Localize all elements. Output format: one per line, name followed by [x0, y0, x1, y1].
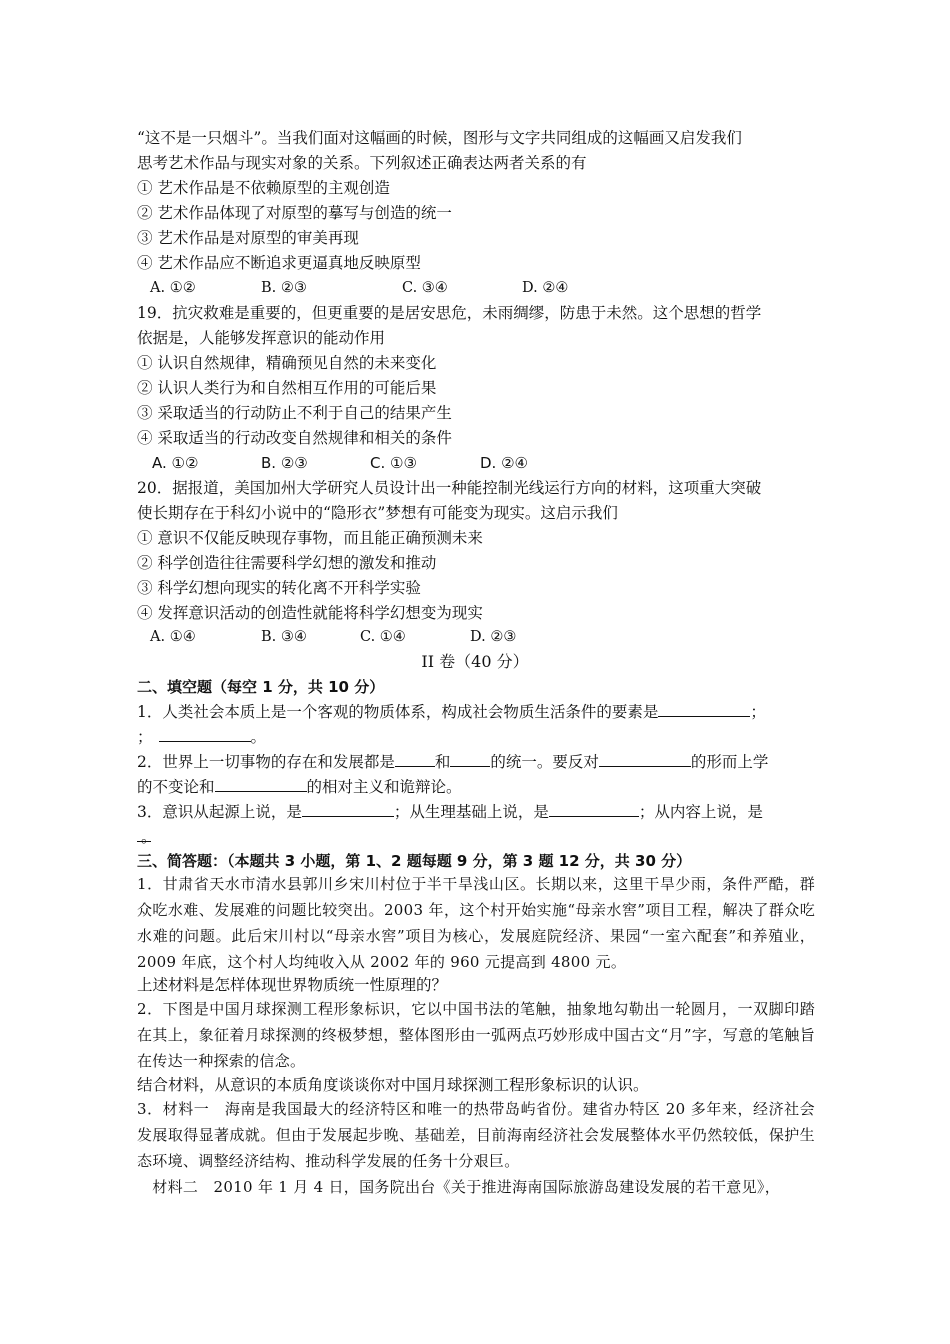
q20-item-4: ④ 发挥意识活动的创造性就能将科学幻想变为现实 — [137, 604, 483, 622]
q18-option-b: B. ②③ — [261, 280, 307, 296]
short-question-2: 2．下图是中国月球探测工程形象标识，它以中国书法的笔触，抽象地勾勒出一轮圆月，一双脚印踏在其上，象征着月球探测的终极梦想，整体图形由一弧两点巧妙形成中国古文“月”字，写意的笔触旨在传达一种探索的信念。 — [137, 1000, 815, 1070]
q20-option-c: C. ①④ — [360, 629, 406, 645]
short-question-1-prompt: 上述材料是怎样体现世界物质统一性原理的？ — [137, 976, 448, 994]
q18-item-1: ① 艺术作品是不依赖原型的主观创造 — [137, 179, 390, 197]
fill3-text-a: 3．意识从起源上说，是 — [137, 803, 302, 821]
fill2-blank-2[interactable] — [450, 752, 490, 767]
fill-question-1-cont — [137, 727, 266, 747]
q18-item-3: ③ 艺术作品是对原型的审美再现 — [137, 229, 359, 247]
fill2-blank-4[interactable] — [215, 777, 307, 792]
fill-section-heading: 二、填空题（每空 1 分，共 10 分） — [137, 678, 385, 696]
q19-item-2: ② 认识人类行为和自然相互作用的可能后果 — [137, 379, 437, 397]
fill2-text-f: 的相对主义和诡辩论。 — [306, 778, 462, 796]
short-question-3-material-2: 材料二 2010 年 1 月 4 日，国务院出台《关于推进海南国际旅游岛建设发展的若干意见》， — [137, 1178, 781, 1196]
q18-item-4: ④ 艺术作品应不断追求更逼真地反映原型 — [137, 254, 421, 272]
q19-option-d: D. ②④ — [480, 454, 528, 472]
q19-item-3: ③ 采取适当的行动防止不利于自己的结果产生 — [137, 404, 452, 422]
q18-option-a: A. ①② — [150, 280, 196, 296]
q18-stem-line1: “这不是一只烟斗”。当我们面对这幅画的时候，图形与文字共同组成的这幅画又启发我们 — [137, 129, 742, 147]
q19-option-a: A. ①② — [152, 454, 199, 472]
q18-option-d: D. ②④ — [522, 280, 569, 296]
fill3-text-c: ；从内容上说，是 — [638, 803, 763, 821]
q20-option-a: A. ①④ — [150, 629, 196, 645]
fill1-text: 1．人类社会本质上是一个客观的物质体系，构成社会物质生活条件的要素是 — [137, 703, 659, 721]
fill1-sep: ； — [750, 703, 766, 721]
q20-option-b: B. ③④ — [261, 629, 307, 645]
short-question-3-material-1: 3．材料一 海南是我国最大的经济特区和唯一的热带岛屿省份。建省办特区 20 多年来，经济社会发展取得显著成就。但由于发展起步晚、基础差，目前海南经济社会发展整体水平仍然较低，保护生态环境、调整经济结构、推动科学发展的任务十分艰巨。 — [137, 1100, 815, 1170]
fill3-end: 。 — [141, 828, 157, 846]
fill3-blank-1[interactable] — [302, 802, 394, 817]
q20-option-d: D. ②③ — [470, 629, 517, 645]
fill3-blank-2[interactable] — [549, 802, 639, 817]
short-section-heading: 三、简答题：（本题共 3 小题，第 1、2 题每题 9 分，第 3 题 12 分，共 30 分） — [137, 852, 692, 870]
fill2-blank-1[interactable] — [395, 752, 435, 767]
q19-stem-line1: 19．抗灾救难是重要的，但更重要的是居安思危，未雨绸缪，防患于未然。这个思想的哲学 — [137, 304, 762, 322]
fill-question-3 — [137, 802, 763, 822]
short-question-1: 1．甘肃省天水市清水县郭川乡宋川村位于半干旱浅山区。长期以来，这里干旱少雨，条件严酷，群众吃水难、发展难的问题比较突出。2003 年，这个村开始实施“母亲水窖”项目工程，解决了群众吃水难的问题。此后宋川村以“母亲水窖”项目为核心，发展庭院经济、果园“一室六配套”和养殖业，2009 年底，这个村人均纯收入从 2002 年的 960 元提高到 4800 元。 — [137, 875, 815, 971]
q20-item-2: ② 科学创造往往需要科学幻想的激发和推动 — [137, 554, 437, 572]
q19-item-4: ④ 采取适当的行动改变自然规律和相关的条件 — [137, 429, 452, 447]
fill1-sep2: ； — [137, 728, 153, 746]
fill2-text-e: 的不变论和 — [137, 778, 215, 796]
part2-title: II 卷（40 分） — [421, 652, 529, 671]
fill-question-2 — [137, 752, 768, 772]
q18-item-2: ② 艺术作品体现了对原型的摹写与创造的统一 — [137, 204, 452, 222]
fill2-text-d: 的形而上学 — [690, 753, 769, 771]
q20-stem-line1: 20．据报道，美国加州大学研究人员设计出一种能控制光线运行方向的材料，这项重大突破 — [137, 479, 762, 497]
q20-item-3: ③ 科学幻想向现实的转化离不开科学实验 — [137, 579, 421, 597]
q19-stem-line2: 依据是，人能够发挥意识的能动作用 — [137, 329, 386, 347]
fill2-blank-3[interactable] — [599, 752, 691, 767]
fill2-text-c: 的统一。要反对 — [490, 753, 599, 771]
q19-item-1: ① 认识自然规律，精确预见自然的未来变化 — [137, 354, 437, 372]
q18-stem-line2: 思考艺术作品与现实对象的关系。下列叙述正确表达两者关系的有 — [137, 154, 587, 172]
q20-stem-line2: 使长期存在于科幻小说中的“隐形衣”梦想有可能变为现实。这启示我们 — [137, 504, 618, 522]
fill-question-1 — [137, 702, 766, 722]
fill3-text-b: ；从生理基础上说，是 — [393, 803, 549, 821]
fill-question-2-cont — [137, 777, 462, 797]
fill2-text-a: 2．世界上一切事物的存在和发展都是 — [137, 753, 395, 771]
fill2-text-b: 和 — [434, 753, 451, 771]
q19-option-c: C. ①③ — [370, 454, 417, 472]
q19-option-b: B. ②③ — [261, 454, 308, 472]
fill-question-3-cont — [137, 827, 157, 847]
fill1-end: 。 — [250, 728, 267, 746]
fill1-blank-1[interactable] — [658, 702, 750, 717]
fill1-blank-2[interactable] — [159, 727, 251, 742]
q20-item-1: ① 意识不仅能反映现存事物，而且能正确预测未来 — [137, 529, 483, 547]
q18-option-c: C. ③④ — [402, 280, 448, 296]
short-question-2-prompt: 结合材料，从意识的本质角度谈谈你对中国月球探测工程形象标识的认识。 — [137, 1076, 649, 1094]
